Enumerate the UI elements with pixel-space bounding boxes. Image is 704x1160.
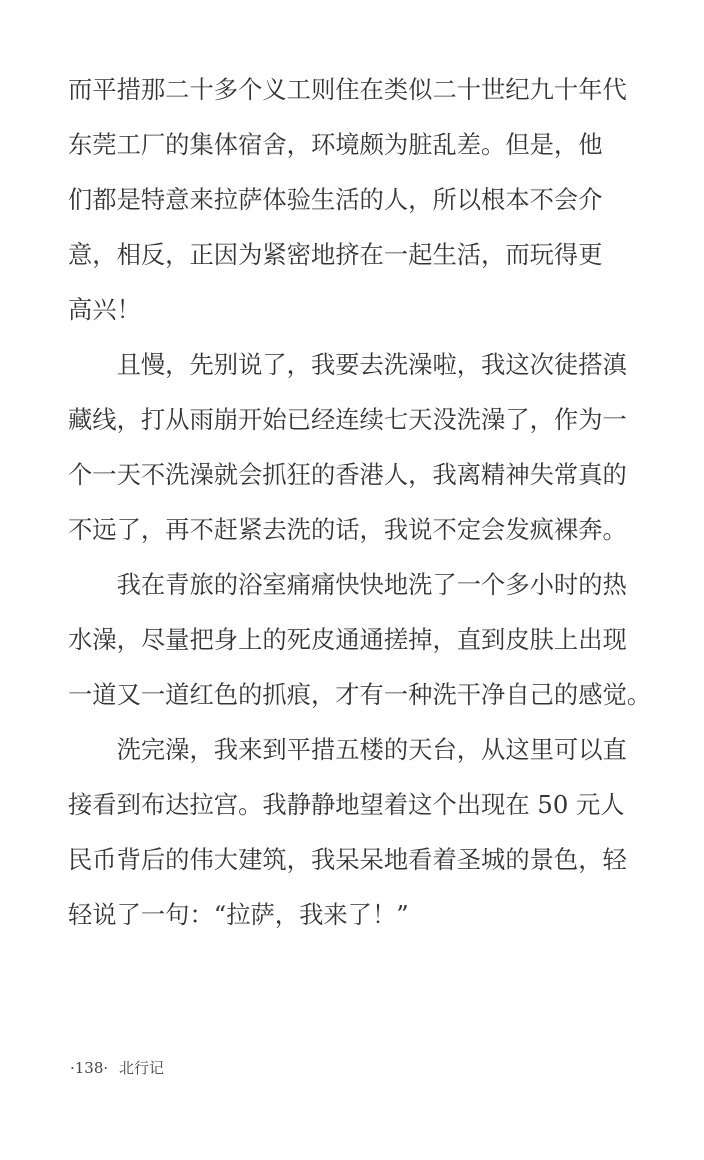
text-line: 高兴！ [68, 295, 141, 324]
text-line: 不远了，再不赶紧去洗的话，我说不定会发疯裸奔。 [68, 515, 627, 544]
text-line: 水澡，尽量把身上的死皮通通搓掉，直到皮肤上出现 [68, 625, 627, 654]
book-title: 北行记 [118, 1059, 164, 1077]
text-line: 们都是特意来拉萨体验生活的人，所以根本不会介 [68, 185, 603, 214]
text-line: 藏线，打从雨崩开始已经连续七天没洗澡了，作为一 [68, 405, 627, 434]
text-line: 接看到布达拉宫。我静静地望着这个出现在 50 元人 [68, 790, 625, 819]
text-line: 一道又一道红色的抓痕，才有一种洗干净自己的感觉。 [68, 680, 652, 709]
text-line: 洗完澡，我来到平措五楼的天台，从这里可以直 [68, 735, 627, 764]
text-line: 个一天不洗澡就会抓狂的香港人，我离精神失常真的 [68, 460, 627, 489]
text-line: 轻说了一句：“拉萨，我来了！” [68, 900, 409, 929]
text-line: 民币背后的伟大建筑，我呆呆地看着圣城的景色，轻 [68, 845, 627, 874]
text-line: 且慢，先别说了，我要去洗澡啦，我这次徒搭滇 [68, 350, 627, 379]
page-number: ·138· [70, 1059, 109, 1077]
page-footer [70, 1057, 164, 1078]
text-line: 东莞工厂的集体宿舍，环境颇为脏乱差。但是，他 [68, 130, 603, 159]
text-line: 我在青旅的浴室痛痛快快地洗了一个多小时的热 [68, 570, 627, 599]
text-line: 意，相反，正因为紧密地挤在一起生活，而玩得更 [68, 240, 603, 269]
text-line: 而平措那二十多个义工则住在类似二十世纪九十年代 [68, 75, 627, 104]
body-text [68, 62, 652, 942]
